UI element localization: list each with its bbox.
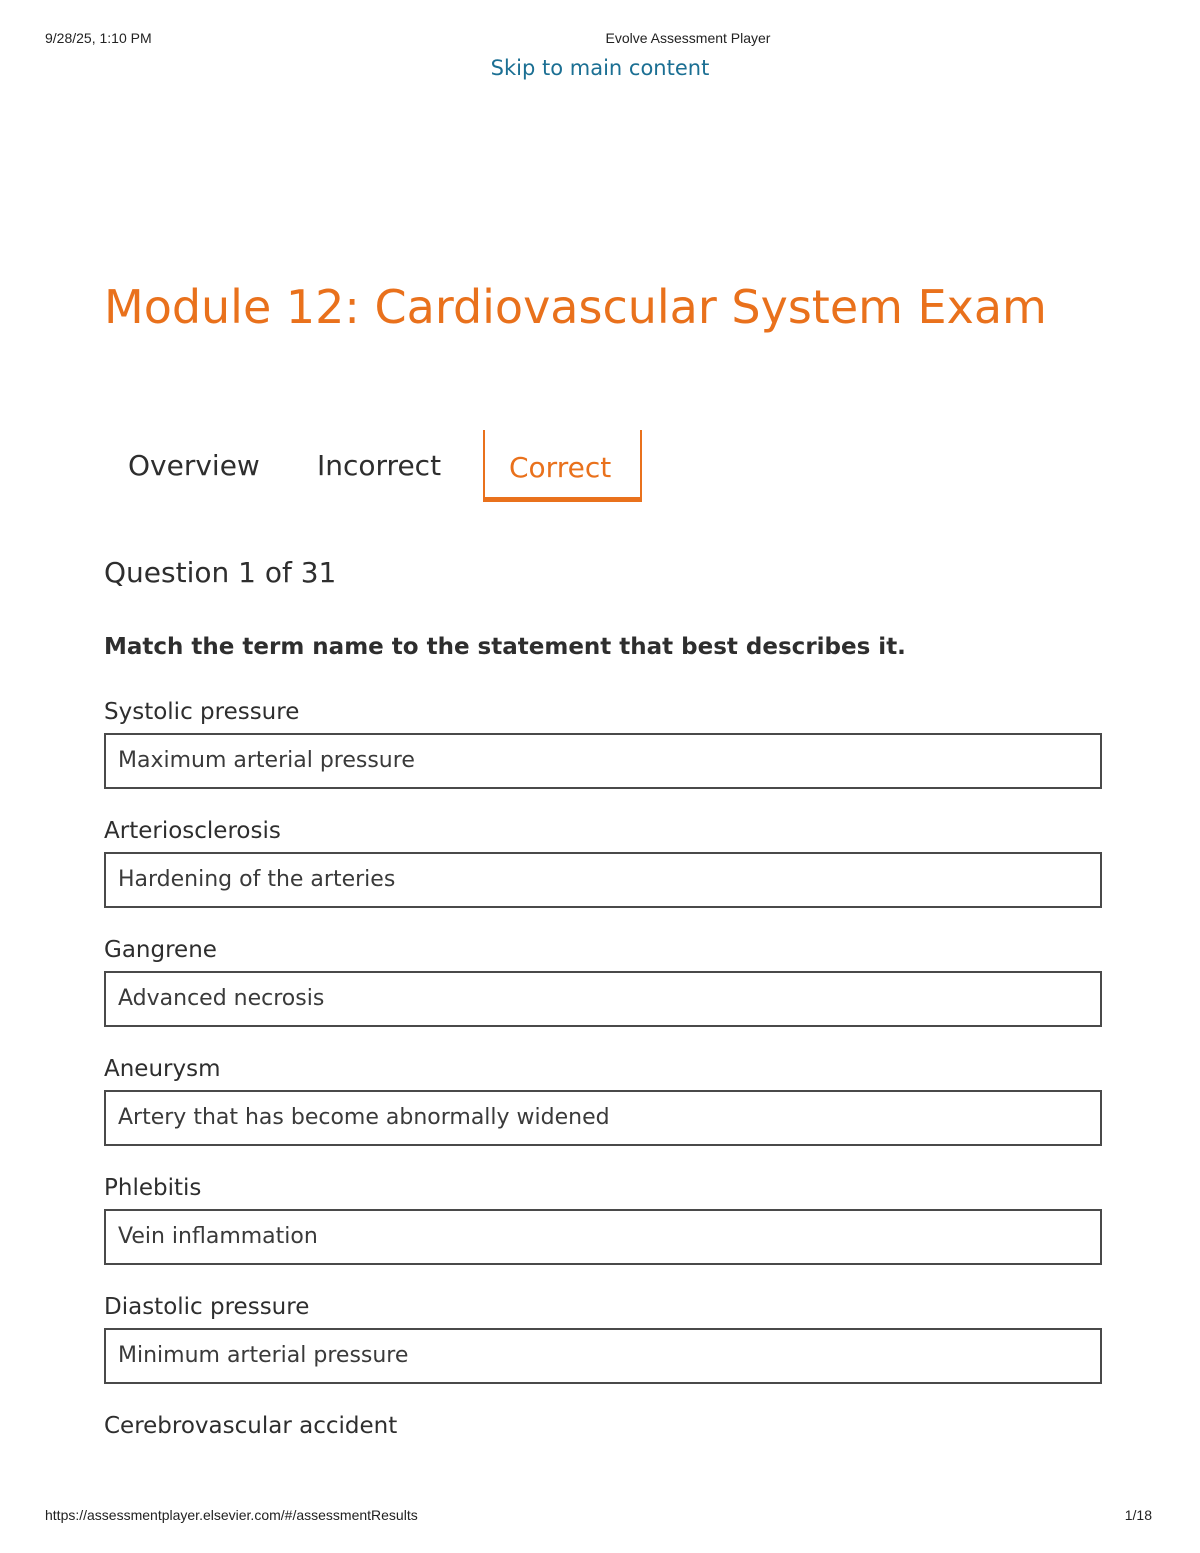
match-answer-box: Maximum arterial pressure — [104, 733, 1102, 789]
print-footer-page-number: 1/18 — [1124, 1507, 1152, 1523]
match-answer-box: Artery that has become abnormally widened — [104, 1090, 1102, 1146]
print-header-datetime: 9/28/25, 1:10 PM — [45, 30, 152, 46]
match-term: Aneurysm — [104, 1056, 221, 1082]
question-counter: Question 1 of 31 — [104, 556, 337, 589]
tab-overview[interactable]: Overview — [128, 449, 260, 482]
match-item — [104, 1171, 1102, 1290]
match-item — [104, 933, 1102, 1052]
match-item — [104, 814, 1102, 933]
match-term: Systolic pressure — [104, 699, 300, 725]
match-answer-box: Hardening of the arteries — [104, 852, 1102, 908]
print-footer-url: https://assessmentplayer.elsevier.com/#/assessmentResults — [45, 1507, 418, 1523]
match-item — [104, 1052, 1102, 1171]
match-item — [104, 695, 1102, 814]
question-prompt: Match the term name to the statement that best describes it. — [104, 634, 906, 660]
match-term: Phlebitis — [104, 1175, 202, 1201]
match-term: Diastolic pressure — [104, 1294, 310, 1320]
match-answer-box: Advanced necrosis — [104, 971, 1102, 1027]
result-tabs — [104, 430, 642, 502]
match-term: Cerebrovascular accident — [104, 1413, 398, 1439]
match-term: Arteriosclerosis — [104, 818, 281, 844]
tab-incorrect[interactable]: Incorrect — [317, 449, 442, 482]
skip-to-main-content-link[interactable]: Skip to main content — [490, 56, 710, 80]
page-title: Module 12: Cardiovascular System Exam — [104, 280, 1047, 334]
tab-correct[interactable]: Correct — [483, 430, 642, 502]
match-term: Gangrene — [104, 937, 217, 963]
print-header-title: Evolve Assessment Player — [605, 30, 771, 46]
match-list — [104, 695, 1102, 1528]
match-answer-box: Vein inflammation — [104, 1209, 1102, 1265]
match-item — [104, 1290, 1102, 1409]
match-answer-box: Minimum arterial pressure — [104, 1328, 1102, 1384]
